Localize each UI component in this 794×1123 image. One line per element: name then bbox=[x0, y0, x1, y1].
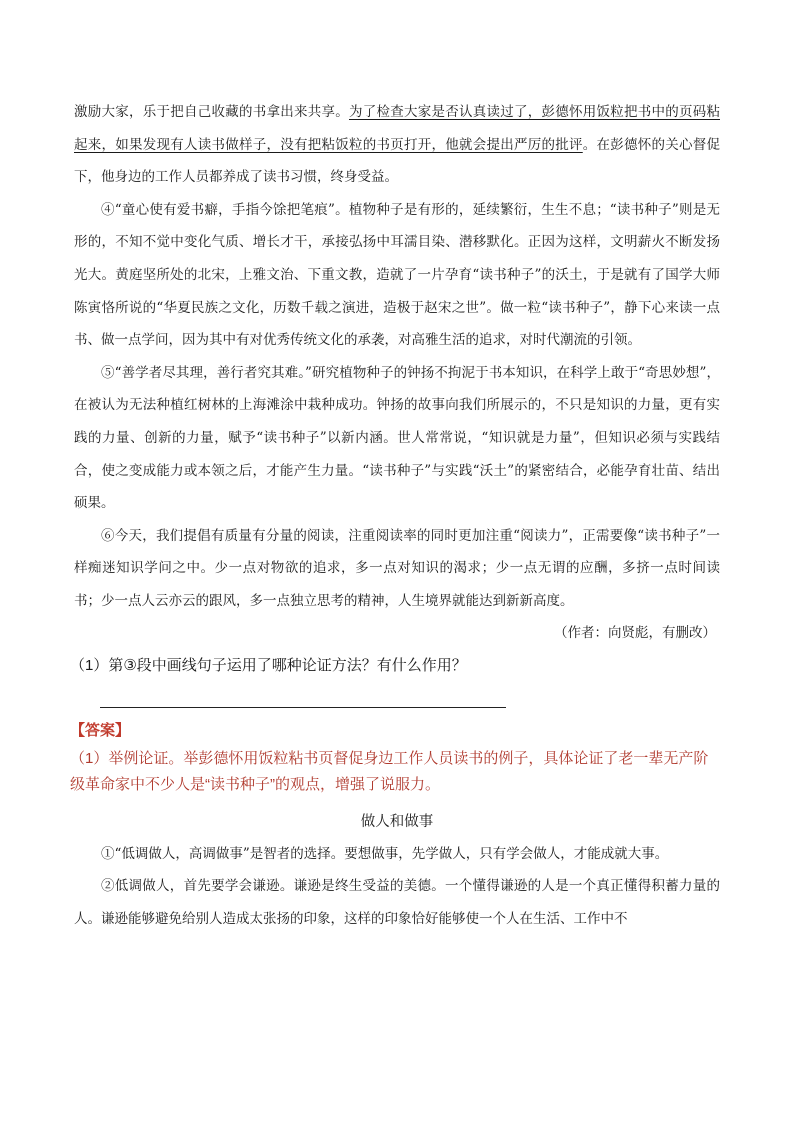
answer-text: （1）举例论证。举彭德怀用饭粒粘书页督促身边工作人员读书的例子，具体论证了老一辈无产阶级革命家中不少人是“读书种子”的观点，增强了说服力。 bbox=[70, 749, 709, 793]
answer-label: 【答案】 bbox=[70, 721, 131, 739]
next-paragraph-2: ②低调做人，首先要学会谦逊。谦逊是终生受益的美德。一个懂得谦逊的人是一个真正懂得积蓄力量的人。谦逊能够避免给别人造成太张扬的印象，这样的印象恰好能够使一个人在生活、工作中不 bbox=[74, 878, 720, 927]
paragraph-5: ⑤“善学者尽其理，善行者究其难。”研究植物种子的钟扬不拘泥于书本知识，在科学上敢于“奇思妙想”，在被认为无法种植红树林的上海滩涂中栽种成功。钟扬的故事向我们所展示的，不只是知识的力量，更有实践的力量、创新的力量，赋予“读书种子”以新内涵。世人常常说，“知识就是力量”，但知识必须与实践结合，使之变成能力或本领之后，才能产生力量。“读书种子”与实践“沃土”的紧密结合，必能孕育壮苗、结出硕果。 bbox=[74, 364, 720, 512]
document-content bbox=[70, 96, 720, 935]
answer-blank-line bbox=[100, 707, 506, 708]
next-paragraph-1: ①“低调做人，高调做事”是智者的选择。要想做事，先学做人，只有学会做人，才能成就大事。 bbox=[101, 845, 669, 862]
paragraph-3-tail bbox=[74, 96, 720, 194]
passage-title: 做人和做事 bbox=[360, 813, 434, 830]
paragraph-4: ④“童心使有爱书癖，手指今馀把笔痕”。植物种子是有形的，延续繁衍，生生不息；“读书种子”则是无形的，不知不觉中变化气质、增长才干，承接弘扬中耳濡目染、潜移默化。正因为这样，文明薪火不断发扬光大。黄庭坚所处的北宋，上雅文治、下重文教，造就了一片孕育“读书种子”的沃土，于是就有了国学大师陈寅恪所说的“华夏民族之文化，历数千载之演进，造极于赵宋之世”。做一粒“读书种子”，静下心来读一点书、做一点学问，因为其中有对优秀传统文化的承袭，对高雅生活的追求，对时代潮流的引领。 bbox=[74, 201, 720, 349]
author-attribution: （作者：向贤彪，有删改） bbox=[554, 624, 716, 641]
p3-text-2: 。在彭德怀的关心督促下，他身边的工作人员都养成了读书习惯，终身受益。 bbox=[74, 136, 720, 186]
question-1: （1）第③段中画线句子运用了哪种论证方法？有什么作用？ bbox=[70, 656, 467, 674]
p3-text-1: 激励大家，乐于把自己收藏的书拿出来共享。 bbox=[74, 104, 349, 120]
paragraph-6: ⑥今天，我们提倡有质量有分量的阅读，注重阅读率的同时更加注重“阅读力”，正需要像“读书种子”一样痴迷知识学问之中。少一点对物欲的追求，多一点对知识的渴求；少一点无谓的应酬，多挤一点时间读书；少一点人云亦云的跟风，多一点独立思考的精神，人生境界就能达到新新高度。 bbox=[74, 527, 720, 609]
underlined-sentence: 为了检查大家是否认真读过了，彭德怀用饭粒把书中的页码粘起来，如果发现有人读书做样子，没有把粘饭粒的书页打开，他就会提出严厉的批评 bbox=[74, 104, 720, 153]
